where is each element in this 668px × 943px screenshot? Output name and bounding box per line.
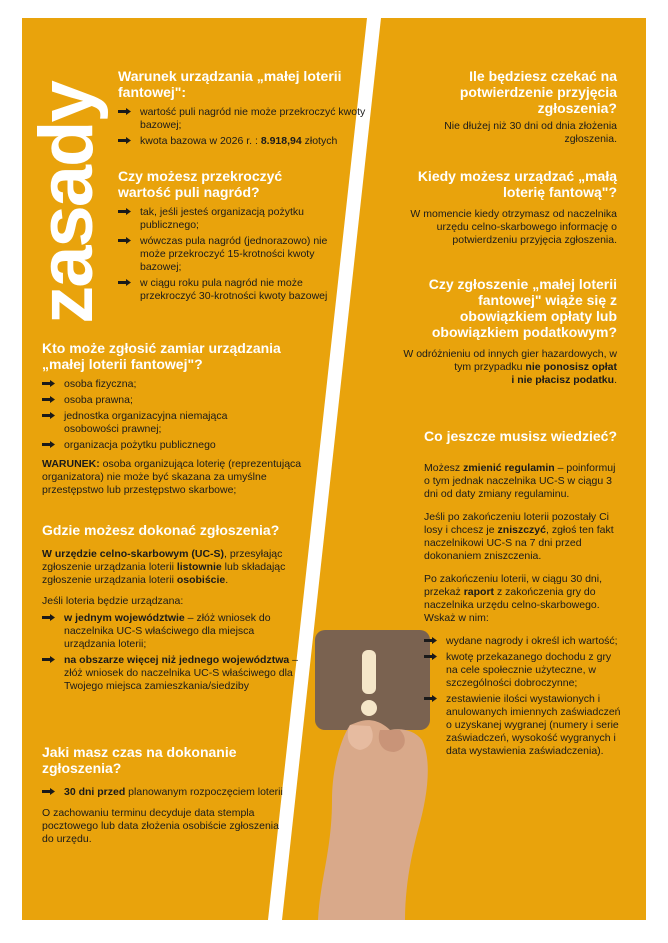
hand-pointing-icon: [42, 655, 56, 664]
hand-pointing-icon: [42, 379, 56, 388]
list-item: [42, 394, 322, 407]
section-what-else-body: [424, 458, 624, 761]
section-who-can-report: [42, 340, 322, 497]
list-item-text: wydane nagrody i określ ich wartość;: [446, 635, 618, 647]
fees-taxes-text: [390, 348, 617, 387]
heading-where-to-report: Gdzie możesz dokonać zgłoszenia?: [42, 522, 280, 538]
if-lottery-paragraph: Jeśli loteria będzie urządzana:: [42, 595, 184, 607]
section-deadline: [42, 744, 292, 846]
condition-text: osoba organizująca loterię (reprezentująca organizatora) nie może być skazana za umyślne przestępstwo lub przestępstwo skarbowe;: [42, 458, 302, 496]
list-item: [424, 651, 624, 690]
list-item-text: organizacja pożytku publicznego: [64, 439, 216, 451]
list-item-text: – złóż wniosek do naczelnika UC-S właściwego dla Twojego miejsca zamieszkania/siedziby: [64, 654, 298, 692]
heading-what-else: Co jeszcze musisz wiedzieć?: [424, 428, 617, 444]
list-item: [424, 635, 624, 648]
in-person: osobiście: [176, 574, 226, 586]
hand-pointing-icon: [42, 613, 56, 622]
list-item: [118, 106, 368, 132]
heading-deadline: Jaki masz czas na dokonanie zgłoszenia?: [42, 744, 237, 776]
hand-pointing-icon: [118, 207, 132, 216]
list-item-text: w ciągu roku pula nagród nie może przekroczyć 30-krotności kwoty bazowej: [140, 277, 328, 302]
text: , przesyłając zgłoszenie urządzania loterii: [42, 548, 283, 573]
days-before: 30 dni przed: [64, 786, 126, 798]
list-item: [42, 439, 322, 452]
list-item: [42, 378, 322, 391]
destroy-tickets-paragraph: [424, 511, 624, 563]
no-tax: i nie płacisz podatku: [511, 374, 615, 386]
list-item-text: kwotę przekazanego dochodu z gry na cele społecznie użyteczne, w szczególności dobroczynne;: [446, 651, 612, 689]
text: Jeśli po zakończeniu loterii pozostały Ci losy i chcesz je: [424, 511, 610, 536]
list-item-text: osoba fizyczna;: [64, 378, 137, 390]
one-voivodeship: w jednym województwie: [64, 612, 185, 624]
text: Możesz: [424, 462, 464, 474]
list-item-text: zestawienie ilości wystawionych i anulowanych imiennych zaświadczeń o uzyskanej wygranej (numery i serie zaświadczeń, wysokość wygranych i data wystawienia zaświadczenia).: [446, 693, 621, 757]
deadline-note: O zachowaniu terminu decyduje data stempla pocztowego lub data złożenia osobiście zgłoszenia do urzędu.: [42, 807, 279, 845]
text: lub składając zgłoszenie urządzania loterii: [42, 561, 286, 586]
list-item: [42, 612, 304, 651]
hand-pointing-icon: [118, 236, 132, 245]
text: Po zakończeniu loterii, w ciągu 30 dni, przekaż: [424, 573, 603, 598]
multiple-voivodeships: na obszarze więcej niż jednego województwa: [64, 654, 290, 666]
list-item: [118, 135, 368, 148]
report: raport: [463, 586, 495, 598]
condition-note: [42, 458, 322, 497]
section-fees-taxes: [390, 276, 617, 387]
list-item: [42, 786, 292, 799]
list-item: [118, 235, 338, 274]
section-exceed-pool: [118, 168, 338, 306]
list-item-text: jednostka organizacyjna niemająca osobowości prawnej;: [64, 410, 228, 435]
hand-pointing-icon: [118, 136, 132, 145]
list-item-text: wówczas pula nagród (jednorazowo) nie może przekroczyć 15-krotności kwoty bazowej;: [140, 235, 328, 273]
no-fees: nie ponosisz opłat: [525, 361, 617, 373]
hand-pointing-icon: [424, 636, 438, 645]
text: z zakończenia gry do naczelnika urzędu celno-skarbowego. Wskaż w nim:: [424, 586, 600, 624]
text: .: [225, 574, 229, 586]
list-item: [118, 277, 338, 303]
heading-wait-time: Ile będziesz czekać na potwierdzenie przyjęcia zgłoszenia?: [459, 68, 617, 116]
text: .: [614, 374, 617, 386]
text: – poinformuj o tym jednak naczelnika UC-S w ciągu 3 dni od daty zmiany regulaminu.: [424, 462, 616, 500]
heading-fees-taxes: Czy zgłoszenie „małej loterii fantowej" wiąże się z obowiązkiem opłaty lub obowiązkiem podatkowym?: [428, 276, 617, 340]
where-paragraph: [42, 548, 304, 587]
hand-with-sign-illustration: [310, 630, 440, 920]
hand-pointing-icon: [118, 107, 132, 116]
text: W odróżnieniu od innych gier hazardowych, w tym przypadku: [403, 348, 617, 373]
by-post: listownie: [176, 561, 222, 573]
list-item-text: planowanym rozpoczęciem loterii: [125, 786, 283, 798]
leaflet-panel: [22, 18, 646, 920]
wait-time-text: Nie dłużej niż 30 dni od dnia złożenia zgłoszenia.: [444, 120, 617, 145]
list-item-text: osoba prawna;: [64, 394, 133, 406]
change-rules-paragraph: [424, 462, 624, 501]
section-wait-time: [410, 68, 617, 146]
section-where-to-report: [42, 522, 304, 696]
list-item: [118, 206, 338, 232]
destroy: zniszczyć: [497, 524, 546, 536]
exclamation-icon: [361, 650, 377, 716]
section-what-else: [410, 428, 617, 444]
report-paragraph: [424, 573, 624, 625]
office-name: W urzędzie celno-skarbowym (UC-S): [42, 548, 225, 560]
heading-exceed-pool: Czy możesz przekroczyć wartość puli nagród?: [118, 168, 283, 200]
heading-when-organize: Kiedy możesz urządzać „małą loterię fantową"?: [417, 168, 617, 200]
condition-label: WARUNEK:: [42, 458, 100, 470]
change-rules: zmienić regulamin: [463, 462, 555, 474]
hand-pointing-icon: [42, 411, 56, 420]
list-item: [424, 693, 624, 758]
list-item: [42, 654, 304, 693]
list-item-text: kwota bazowa w 2026 r. :: [140, 135, 261, 147]
hand-pointing-icon: [42, 395, 56, 404]
text: , zgłoś ten fakt naczelnikowi UC-S na 7 dni przed dokonaniem zniszczenia.: [424, 524, 614, 562]
hand-pointing-icon: [424, 652, 438, 661]
list-item-text: – złóż wniosek do naczelnika UC-S właściwego dla miejsca urządzania loterii;: [64, 612, 271, 650]
hand-pointing-icon: [42, 787, 56, 796]
section-when-organize: [400, 168, 617, 247]
hand-pointing-icon: [118, 278, 132, 287]
vertical-title: zasady: [24, 82, 109, 324]
hand-pointing-icon: [42, 440, 56, 449]
heading-who-can-report: Kto może zgłosić zamiar urządzania „małej loterii fantowej"?: [42, 340, 281, 372]
hand-pointing-icon: [424, 694, 438, 703]
list-item: [42, 410, 322, 436]
base-amount: 8.918,94: [260, 135, 302, 147]
currency-unit: złotych: [301, 135, 338, 147]
list-item-text: wartość puli nagród nie może przekroczyć kwoty bazowej;: [140, 106, 366, 131]
list-item-text: tak, jeśli jesteś organizacją pożytku publicznego;: [140, 206, 304, 231]
section-conditions: [118, 68, 368, 151]
when-organize-text: W momencie kiedy otrzymasz od naczelnika urzędu celno-skarbowego informację o potwierdzeniu przyjęcia zgłoszenia.: [410, 208, 617, 246]
heading-conditions: Warunek urządzania „małej loterii fantowej":: [118, 68, 342, 100]
